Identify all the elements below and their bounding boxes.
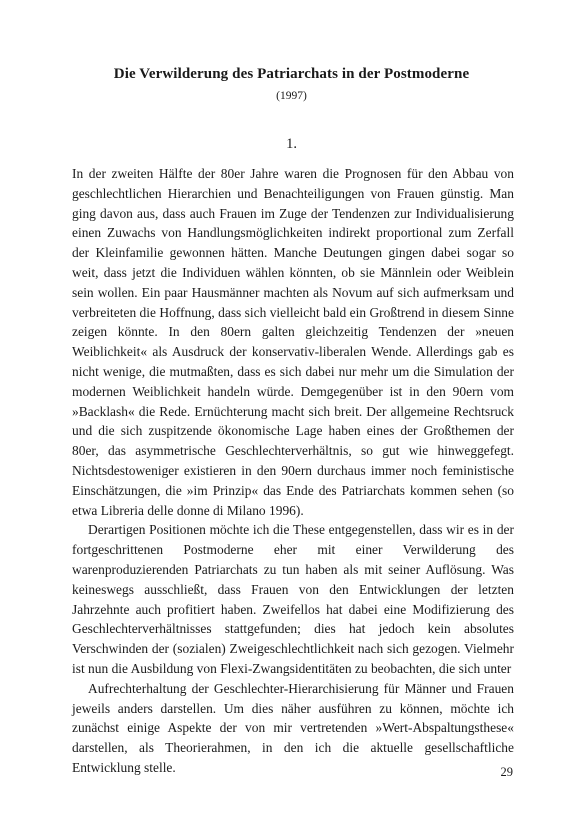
chapter-title: Die Verwilderung des Patriarchats in der Postmoderne <box>113 66 470 82</box>
paragraph-2: Derartigen Positionen möchte ich die These entgegenstellen, dass wir es in der fortgeschrittenen Postmoderne eher mit einer Verwilderung des warenproduzierenden Patriarchats zu tun haben als mit seiner Auflösung. Was keineswegs ausschließt, dass Frauen von den Entwicklungen der letzten Jahrzehnte auch profitiert haben. Zweifellos hat dabei eine Modifizierung des Geschlechterverhältnisses stattgefunden; dies hat jedoch kein absolutes Verschwinden der (sozialen) Zweigeschlechtlichkeit nach sich gezogen. Vielmehr ist nun die Ausbildung von Flexi-Zwangsidentitäten zu beobachten, die sich unter <box>72 522 514 676</box>
body-text <box>72 164 514 778</box>
section-number: 1. <box>286 136 297 152</box>
paragraph-1: In der zweiten Hälfte der 80er Jahre waren die Prognosen für den Abbau von geschlechtlichen Hierarchien und Benachteiligungen von Frauen günstig. Man ging davon aus, dass auch Frauen im Zuge der Tendenzen zur Individualisierung einen Zuwachs von Handlungsmöglichkeiten indirekt proportional zum Zerfall der Kleinfamilie gewonnen hätten. Manche Deutungen gingen dabei sogar so weit, dass jetzt die Individuen wählen könnten, ob sie Männlein oder Weiblein sein wollen. Ein paar Hausmänner machten als Novum auf sich aufmerksam und verbreiteten die Hoffnung, dass sich vielleicht bald ein Großtrend in diesem Sinne zeigen könnte. In den 80ern galten gleichzeitig Tendenzen der »neuen Weiblichkeit« als Ausdruck der konservativ-liberalen Wende. Allerdings gab es nicht wenige, die mutmaßten, dass es sich dabei nur mehr um die Simulation der modernen Weiblichkeit handeln würde. Demgegenüber ist in den 90ern vom »Backlash« die Rede. Ernüchterung macht sich breit. Der allgemeine Rechtsruck und die sich zuspitzende ökonomische Lage haben eines der Großthemen der 80er, das asymmetrische Geschlechterverhältnis, so gut wie hinweggefegt. Nichtsdestoweniger existieren in den 90ern durchaus immer noch feministische Einschätzungen, die »im Prinzip« das Ende des Patriarchats kommen sehen (so etwa Libreria delle donne di Milano 1996). <box>72 166 514 518</box>
paragraph-3: Aufrechterhaltung der Geschlechter-Hierarchisierung für Männer und Frauen jeweils anders darstellen. Um dies näher ausführen zu können, möchte ich zunächst einige Aspekte der von mir vertretenden »Wert-Abspaltungsthese« darstellen, als Theorierahmen, in den ich die aktuelle gesellschaftliche Entwicklung stelle. <box>72 680 514 775</box>
page-number: 29 <box>500 765 513 779</box>
chapter-year: (1997) <box>276 90 307 102</box>
